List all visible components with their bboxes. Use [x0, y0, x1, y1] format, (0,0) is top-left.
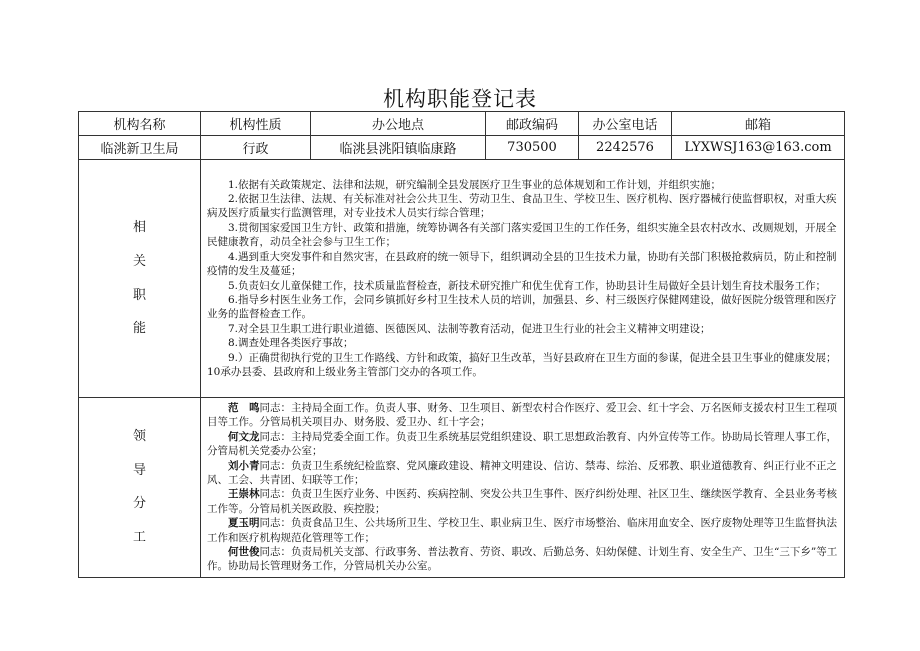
- duty-item: 8.调查处理各类医疗事故；: [228, 337, 354, 350]
- duty-item: 10承办县委、县政府和上级业务主管部门交办的各项工作。: [207, 365, 483, 378]
- leaders-label-char: 工: [132, 530, 146, 546]
- duty-item: 4.遇到重大突发事件和自然灾害，在县政府的统一领导下，组织调动全县的卫生技术力量，协助有关部门积极抢救病员，防止和控制疫情的发生及蔓延；: [207, 250, 837, 278]
- leaders-label: [79, 398, 201, 578]
- leader-name: 夏玉明: [228, 517, 260, 530]
- leader-duties: 同志：负责食品卫生、公共场所卫生、学校卫生、职业病卫生、医疗市场整治、临床用血安全、医疗废物处理等卫生监督执法工作和医疗机构规范化管理等工作；: [207, 517, 837, 544]
- leader-entry: [207, 487, 838, 516]
- duty-item: 6.指导乡村医生业务工作，会同乡镇抓好乡村卫生技术人员的培训，加强县、乡、村三级医疗保健网建设，做好医院分级管理和医疗业务的监督检查工作。: [207, 293, 837, 321]
- duties-content: [201, 160, 845, 398]
- duty-item: 9.）正确贯彻执行党的卫生工作路线、方针和政策，搞好卫生改革，当好县政府在卫生方面的参谋，促进全县卫生事业的健康发展；: [228, 351, 837, 364]
- header-row: [79, 112, 845, 136]
- leader-duties: 同志：主持局全面工作。负责人事、财务、卫生项目、新型农村合作医疗、爱卫会、红十字会、万名医师支援农村卫生工程项目等工作。分管局机关项目办、财务股、爱卫办、红十字会；: [207, 402, 837, 429]
- duties-label-char: 能: [132, 321, 146, 337]
- header-email: 邮箱: [672, 112, 845, 136]
- page-title: 机构职能登记表: [383, 87, 537, 111]
- leader-entry: [207, 430, 838, 459]
- org-address: 临洮县洮阳镇临康路: [311, 136, 486, 160]
- leaders-label-char: 领: [132, 428, 146, 444]
- header-address: 办公地点: [311, 112, 486, 136]
- leader-duties: 同志：负责卫生系统纪检监察、党风廉政建设、精神文明建设、信访、禁毒、综治、反邪教、职业道德教育、纠正行业不正之风、工会、共青团、妇联等工作；: [207, 459, 837, 487]
- leader-name: 何世俊: [228, 546, 260, 559]
- org-nature: 行政: [201, 136, 311, 160]
- leader-entry: [207, 459, 838, 488]
- leader-name: 范 鸣: [228, 402, 260, 414]
- duties-label-char: 职: [132, 287, 146, 303]
- leader-duties: 同志：主持局党委全面工作。负责卫生系统基层党组织建设、职工思想政治教育、内外宣传等工作。协助局长管理人事工作，分管局机关党委办公室；: [207, 430, 837, 458]
- registration-table: [78, 111, 845, 578]
- leader-name: 王崇林: [228, 488, 260, 501]
- header-postcode: 邮政编码: [486, 112, 579, 136]
- leaders-label-char: 导: [132, 462, 146, 478]
- duty-item: 3.贯彻国家爱国卫生方针、政策和措施，统筹协调各有关部门落实爱国卫生的工作任务，组织实施全县农村改水、改厕规划，开展全民健康教育，动员全社会参与卫生工作；: [207, 221, 837, 249]
- duty-item: 5.负责妇女儿童保健工作，技术质量监督检查，新技术研究推广和优生优育工作，协助县计生局做好全县计划生育技术服务工作；: [228, 279, 827, 292]
- leader-name: 刘小青: [228, 459, 260, 472]
- leader-entry: [207, 545, 838, 574]
- org-phone: 2242576: [579, 136, 672, 160]
- leader-entry: [207, 401, 838, 430]
- duty-item: 7.对全县卫生职工进行职业道德、医德医风、法制等教育活动，促进卫生行业的社会主义精神文明建设；: [228, 322, 711, 335]
- header-phone: 办公室电话: [579, 112, 672, 136]
- header-org-nature: 机构性质: [201, 112, 311, 136]
- duty-item: 2.依据卫生法律、法规、有关标准对社会公共卫生、劳动卫生、食品卫生、学校卫生、医疗机构、医疗器械行使监督职权，对重大疾病及医疗质量实行监测管理，对专业技术人员实行综合管理；: [207, 193, 837, 220]
- leaders-label-char: 分: [132, 496, 146, 512]
- leader-duties: 同志：负责卫生医疗业务、中医药、疾病控制、突发公共卫生事件、医疗纠纷处理、社区卫生、继续医学教育、全县业务考核工作等。分管局机关医政股、疾控股；: [207, 488, 837, 515]
- leaders-content: [201, 398, 845, 578]
- leaders-row: [79, 398, 845, 578]
- duties-label-char: 相: [132, 219, 146, 235]
- header-org-name: 机构名称: [79, 112, 201, 136]
- org-name: 临洮新卫生局: [79, 136, 201, 160]
- duties-label: [79, 160, 201, 398]
- duty-item: 1.依据有关政策规定、法律和法规，研究编制全县发展医疗卫生事业的总体规划和工作计划，并组织实施；: [228, 178, 722, 191]
- org-info-row: [79, 136, 845, 160]
- org-email: LYXWSJ163@163.com: [672, 136, 845, 160]
- leader-duties: 同志：负责局机关支部、行政事务、普法教育、劳资、职改、后勤总务、妇幼保健、计划生育、安全生产、卫生“三下乡”等工作。协助局长管理财务工作，分管局机关办公室。: [207, 546, 838, 573]
- org-postcode: 730500: [486, 136, 579, 160]
- duties-row: [79, 160, 845, 398]
- leader-entry: [207, 516, 838, 545]
- duties-label-char: 关: [132, 253, 146, 269]
- leader-name: 何文龙: [228, 430, 260, 443]
